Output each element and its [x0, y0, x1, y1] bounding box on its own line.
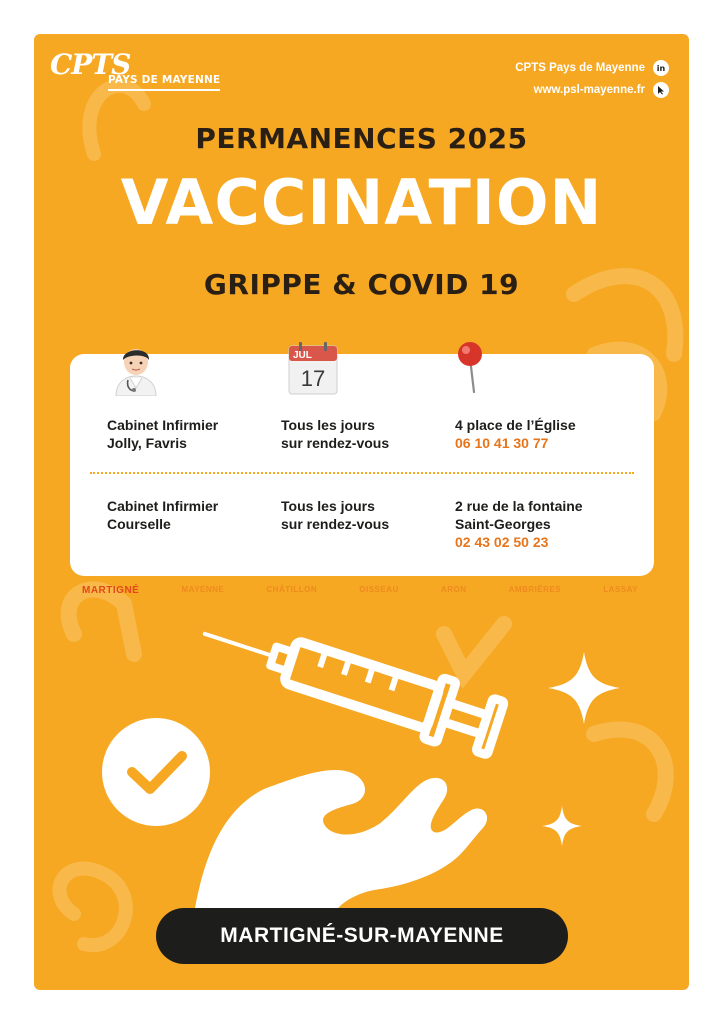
nurse-icon — [108, 340, 164, 396]
poster — [34, 34, 689, 990]
cursor-icon — [653, 82, 669, 98]
social-name: CPTS Pays de Mayenne — [515, 62, 645, 74]
calendar-month: JUL — [293, 350, 312, 361]
schedule-line1: Tous les jours — [281, 417, 375, 433]
town-oisseau[interactable]: OISSEAU — [359, 585, 399, 594]
town-ambrieres[interactable]: AMBRIÈRES — [508, 585, 562, 594]
place-detail: Courselle — [107, 516, 171, 532]
town-aron[interactable]: ARON — [440, 585, 467, 594]
vaccine-illustration — [34, 614, 689, 914]
row2-address — [455, 497, 583, 551]
linkedin-link[interactable] — [515, 57, 669, 79]
schedule-card — [70, 350, 654, 576]
location-pill: MARTIGNÉ-SUR-MAYENNE — [156, 908, 568, 964]
calendar-day: 17 — [300, 366, 326, 391]
contact-links — [515, 57, 669, 101]
place-detail: Jolly, Favris — [107, 435, 187, 451]
hand-icon — [194, 770, 487, 914]
sparkle-large-icon — [548, 652, 620, 724]
sparkle-small-icon — [542, 806, 582, 846]
row1-place — [107, 416, 218, 452]
schedule-line2: sur rendez-vous — [281, 516, 390, 532]
syringe-icon — [195, 614, 506, 759]
address-line1: 2 rue de la fontaine — [455, 498, 583, 514]
town-mayenne[interactable]: MAYENNE — [181, 585, 225, 594]
row1-address — [455, 416, 576, 452]
title-permanences: PERMANENCES 2025 — [195, 122, 528, 155]
town-martigne[interactable]: MARTIGNÉ — [82, 585, 140, 596]
logo-subtitle: PAYS DE MAYENNE — [108, 74, 220, 91]
address-line1: 4 place de l’Église — [455, 417, 576, 433]
pushpin-icon — [456, 340, 512, 396]
place-name: Cabinet Infirmier — [107, 498, 219, 514]
town-chatillon[interactable]: CHÂTILLON — [266, 585, 318, 594]
town-list — [82, 585, 638, 596]
calendar-icon — [285, 340, 341, 396]
check-circle-icon — [102, 718, 210, 826]
phone-number[interactable]: 06 10 41 30 77 — [455, 435, 549, 451]
place-name: Cabinet Infirmier — [107, 417, 219, 433]
title-grippe-covid: GRIPPE & COVID 19 — [203, 268, 520, 301]
row2-place — [107, 497, 218, 533]
dotted-divider — [90, 472, 634, 474]
website-url: www.psl-mayenne.fr — [533, 84, 645, 96]
row1-schedule — [281, 416, 389, 452]
phone-number[interactable]: 02 43 02 50 23 — [455, 534, 549, 550]
logo-mark: CPTS — [50, 48, 131, 81]
row2-schedule — [281, 497, 389, 533]
linkedin-icon: in — [653, 60, 669, 76]
address-line2: Saint-Georges — [455, 516, 551, 532]
schedule-line2: sur rendez-vous — [281, 435, 390, 451]
schedule-line1: Tous les jours — [281, 498, 375, 514]
title-vaccination: VACCINATION — [120, 166, 603, 239]
town-lassay[interactable]: LASSAY — [603, 585, 638, 594]
website-link[interactable] — [515, 79, 669, 101]
